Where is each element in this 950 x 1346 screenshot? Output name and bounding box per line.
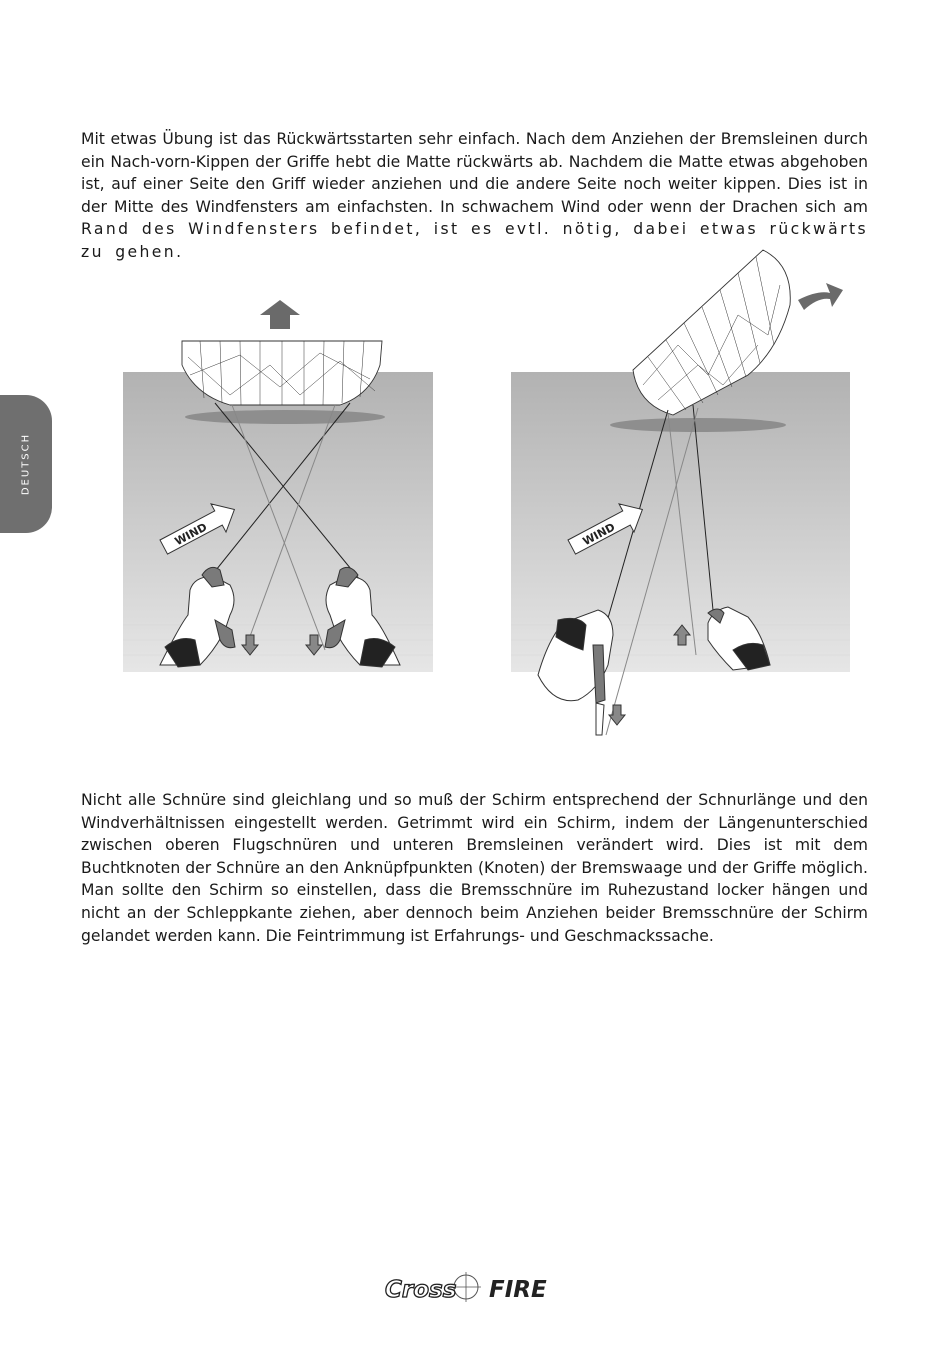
- kite-canopy: [182, 341, 382, 405]
- intro-last-line: Rand des Windfensters befindet, ist es evtl. nötig, dabei etwas rückwärts zu gehen.: [81, 220, 868, 261]
- lift-arrow-icon: [260, 300, 300, 329]
- figure-reverse-launch-turn: [508, 245, 853, 745]
- language-side-tab: [0, 395, 52, 533]
- kite-shadow: [610, 418, 786, 432]
- logo-fire: FIRE: [489, 1277, 547, 1303]
- logo-cross: Cross: [385, 1277, 457, 1303]
- trimming-paragraph: Nicht alle Schnüre sind gleichlang und so muß der Schirm entsprechend der Schnurlänge und den Windverhältnissen eingestellt werden. Getrimmt wird ein Schirm, indem der Längenunterschied zwischen oberen Flugschnüren und unteren Bremsleinen verändert wird. Dies ist mit dem Buchtknoten der Schnüre an den Anknüpfpunkten (Knoten) der Bremswaage und der Griffe möglich. Man sollte den Schirm so einstellen, dass die Bremsschnüre im Ruhezustand locker hängen und nicht an der Schleppkante ziehen, aber dennoch beim Anziehen beider Bremsschnüre der Schirm gelandet werden kann. Die Feintrimmung ist Erfahrungs- und Geschmackssache.: [81, 791, 868, 945]
- wind-label: WIND: [172, 520, 210, 549]
- intro-paragraph: [81, 128, 868, 264]
- wind-label: WIND: [580, 520, 618, 549]
- figure-reverse-launch-lift: [120, 295, 440, 675]
- rotate-arrow-icon: [798, 283, 843, 310]
- language-label: DEUTSCH: [20, 432, 32, 496]
- kite-shadow: [185, 410, 385, 424]
- crossfire-logo: [383, 1270, 573, 1306]
- intro-text: Mit etwas Übung ist das Rückwärtsstarten sehr einfach. Nach dem Anziehen der Bremsleinen durch ein Nach-vorn-Kippen der Griffe hebt die Matte rückwärts ab. Nachdem die Matte etwas abgehoben ist, auf einer Seite den Griff wieder anziehen und die andere Seite noch weiter kippen. Dies ist in der Mitte des Windfensters am einfachsten. In schwachem Wind oder wenn der Drachen sich am: [81, 130, 868, 216]
